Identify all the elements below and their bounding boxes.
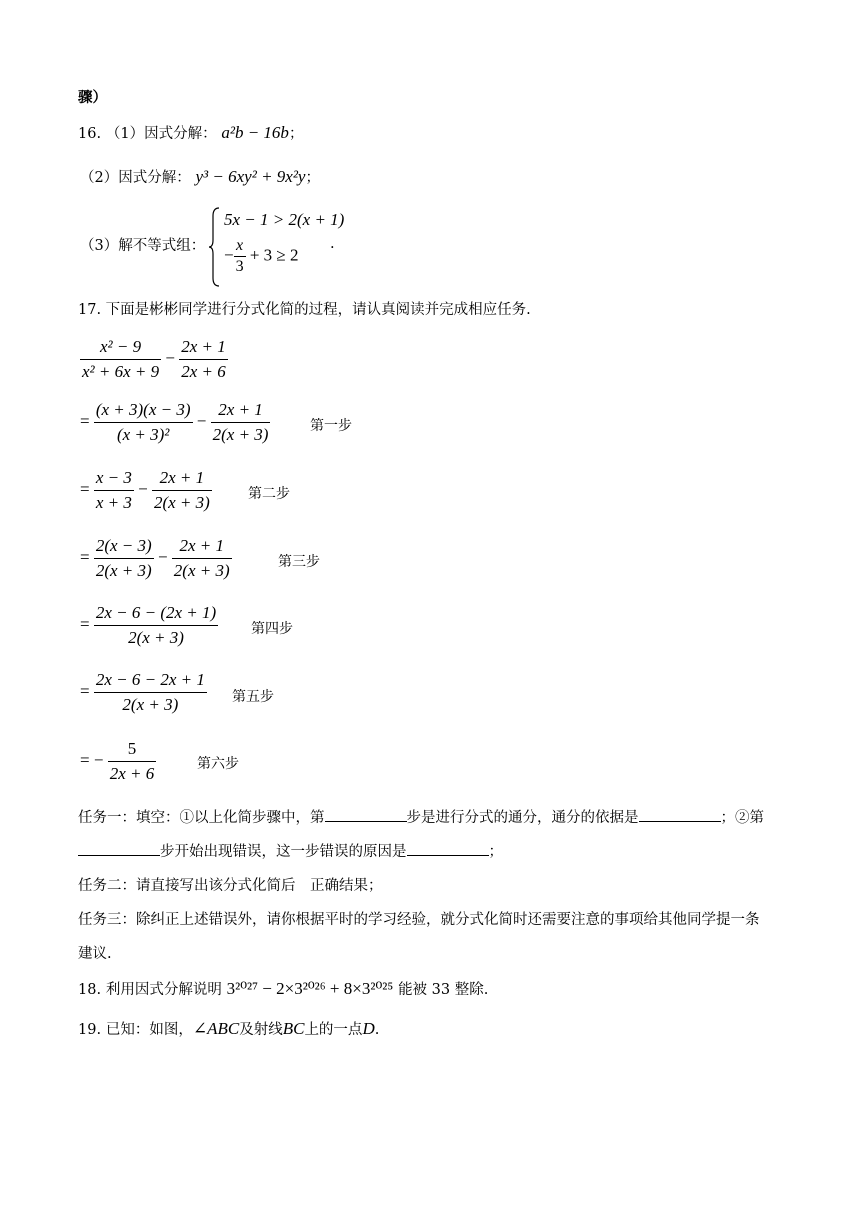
inequality-line-2: − $\frac{x}{3}$ + 3 ≥ 2	[224, 237, 299, 275]
q16-part1-label: （1）因式分解：	[105, 126, 217, 142]
step-label-4: 第四步	[251, 621, 293, 637]
simplify-line-2: = $\frac{x - 3}{x + 3}$ − $\frac{2x + 1}{2(x + 3)}$	[80, 468, 210, 512]
q17-number: 17.	[78, 302, 102, 318]
task3-line2: 建议.	[78, 946, 112, 962]
angle-abc: ∠ABC	[192, 1019, 240, 1038]
step-label-5: 第五步	[232, 689, 274, 705]
q17-intro	[78, 298, 531, 319]
q16-part1-expression: a²b − 16b	[221, 123, 289, 142]
answer-blank-1[interactable]	[325, 807, 407, 822]
q16-part2	[80, 166, 320, 187]
q16-part1-end: ；	[288, 126, 304, 142]
step-label-1: 第一步	[310, 418, 352, 434]
q16-part3-end: .	[330, 236, 335, 252]
step-label-2: 第二步	[248, 486, 290, 502]
ray-bc: BC	[282, 1019, 305, 1038]
inequality-line-1: 5x − 1 > 2(x + 1)	[224, 210, 345, 229]
answer-blank-3[interactable]	[78, 841, 160, 856]
continued-text-fragment: 骤）	[78, 89, 107, 106]
q16-part3-label: （3）解不等式组：	[80, 238, 206, 254]
left-brace-icon	[208, 206, 222, 288]
simplify-line-3: = $\frac{2(x - 3)}{2(x + 3)}$ − $\frac{2x + 1}{2(x + 3)}$	[80, 536, 230, 580]
simplify-line-5: = $\frac{2x - 6 - 2x + 1}{2(x + 3)}$	[80, 670, 205, 714]
q18: 18. 利用因式分解说明 3²⁰²⁷ − 2×3²⁰²⁶ + 8×3²⁰²⁵ 能被 33 整除.	[78, 979, 489, 998]
q19: 19. 已知：如图，∠ABC及射线BC上的一点D.	[78, 1019, 380, 1038]
simplify-line-0: $\frac{\text{x² − 9}}{\text{x² + 6x + 9}}$ − $\frac{2x + 1}{2x + 6}$	[82, 337, 226, 381]
q16-part1	[78, 122, 303, 143]
q17-intro-text: 下面是彬彬同学进行分式化简的过程，请认真阅读并完成相应任务.	[105, 302, 531, 318]
q16-part2-end: ；	[305, 170, 320, 186]
task1-line1: 任务一：填空：①以上化简步骤中，第 步是进行分式的通分，通分的依据是 ；②第	[78, 806, 764, 827]
q19-number: 19.	[78, 1022, 102, 1038]
point-d: D	[362, 1019, 375, 1038]
task1-line2: 步开始出现错误，这一步错误的原因是 ；	[78, 840, 503, 861]
task2: 任务二：请直接写出该分式化简后 正确结果；	[78, 878, 383, 894]
q16-part2-label: （2）因式分解：	[80, 170, 191, 186]
step-label-3: 第三步	[278, 554, 320, 570]
q18-number: 18.	[78, 982, 102, 998]
q16-part2-expression: y³ − 6xy² + 9x²y	[195, 167, 306, 186]
answer-blank-4[interactable]	[407, 841, 489, 856]
simplify-line-4: = $\frac{2x - 6 - (2x + 1)}{2(x + 3)}$	[80, 603, 217, 647]
q18-expression: 3²⁰²⁷ − 2×3²⁰²⁶ + 8×3²⁰²⁵	[226, 979, 394, 998]
q16-number: 16.	[78, 126, 102, 142]
task3-line1: 任务三：除纠正上述错误外，请你根据平时的学习经验，就分式化简时还需要注意的事项给其他同学提一条	[78, 912, 760, 928]
step-label-6: 第六步	[197, 756, 239, 772]
simplify-line-1: = $\frac{(x + 3)(x - 3)}{\text{(x + 3)²}}$ − $\frac{2x + 1}{2(x + 3)}$	[80, 400, 269, 444]
answer-blank-2[interactable]	[639, 807, 721, 822]
simplify-line-6: = − $\frac{5}{2x + 6}$	[80, 739, 155, 783]
